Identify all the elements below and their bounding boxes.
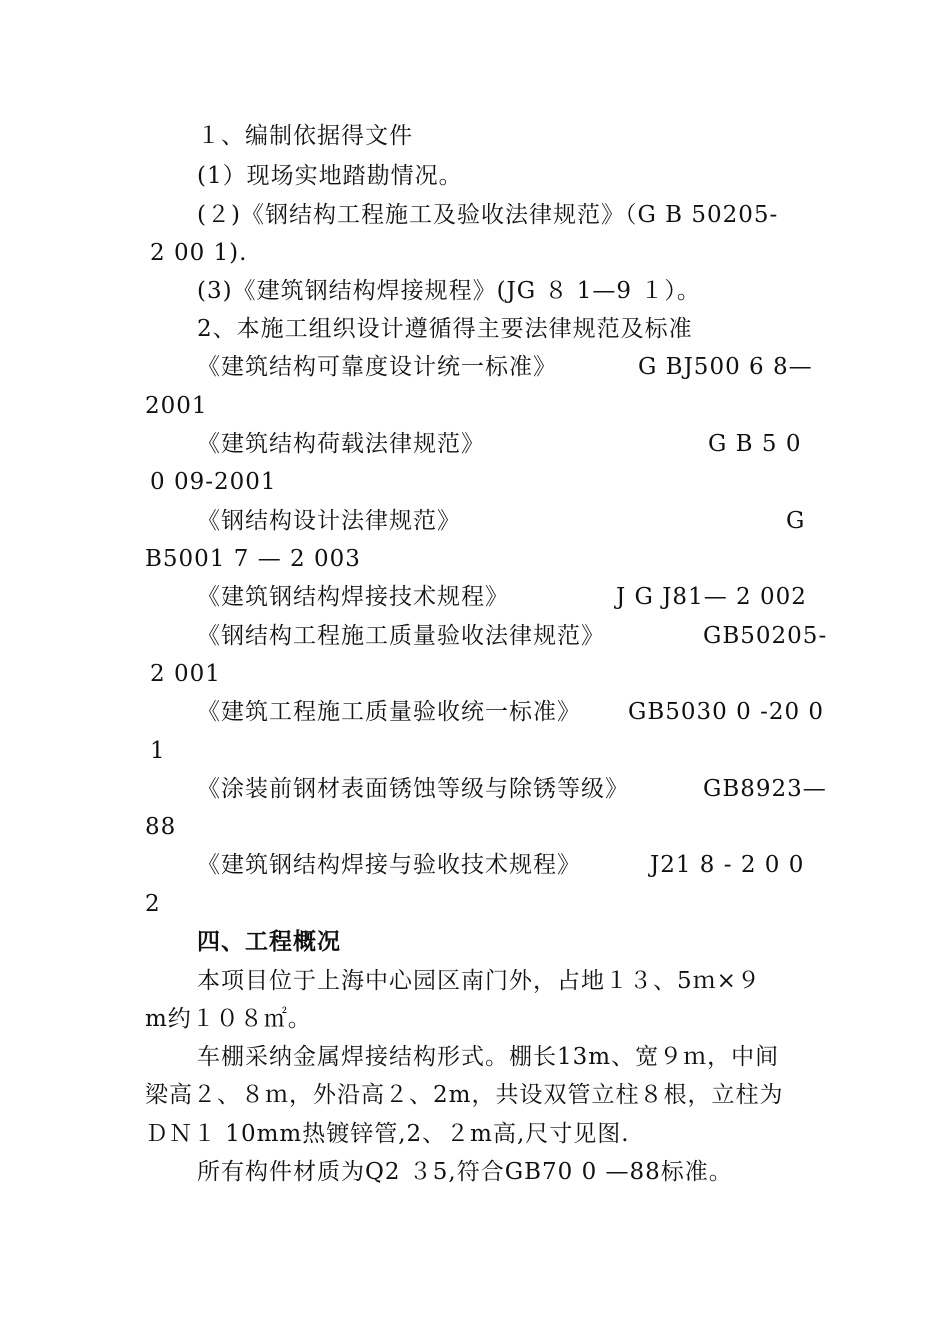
basis-heading: １、编制依据得文件 <box>197 123 413 149</box>
standard-code: G BJ500 6 8— <box>638 354 813 380</box>
standard-code: G <box>786 508 806 534</box>
overview-paragraph-1: 本项目位于上海中心园区南门外，占地１３、5ｍ×９ <box>197 968 761 994</box>
standard-code: GB8923— <box>703 776 827 802</box>
standard-title: 《涂装前钢材表面锈蚀等级与除锈等级》 <box>197 776 629 802</box>
standard-title: 《钢结构工程施工质量验收法律规范》 <box>197 623 605 649</box>
overview-paragraph-2-line-2: 梁高２、８ｍ，外沿高２、2m，共设双管立柱８根，立柱为 <box>145 1082 784 1108</box>
overview-paragraph-1-continued: m约１０８㎡。 <box>145 1006 312 1032</box>
basis-item-2: (２)《钢结构工程施工及验收法律规范》（G B 50205- <box>197 202 779 228</box>
standard-code: GB5030 0 -20 0 <box>628 699 825 725</box>
section-heading: 四、工程概况 <box>197 929 341 955</box>
standard-code-continued: 2 001 <box>150 661 221 687</box>
overview-paragraph-3: 所有构件材质为Q2 ３5,符合GB70 0 —88标准。 <box>197 1159 733 1185</box>
standard-code-continued: 1 <box>150 738 166 764</box>
standard-title: 《建筑钢结构焊接技术规程》 <box>197 584 509 610</box>
standard-title: 《建筑结构可靠度设计统一标准》 <box>197 354 557 380</box>
standard-title: 《钢结构设计法律规范》 <box>197 508 461 534</box>
basis-item-3: (3)《建筑钢结构焊接规程》(JG ８ 1—9 １）。 <box>197 278 701 304</box>
overview-paragraph-2: 车棚采纳金属焊接结构形式。棚长13m、宽９ｍ，中间 <box>197 1044 780 1070</box>
standard-code: G B 5 0 <box>708 431 802 457</box>
basis-item-2-continued: 2 00 1). <box>150 240 248 266</box>
overview-paragraph-2-line-3: ＤＮ１ 10mm热镀锌管,2、２m高,尺寸见图. <box>145 1121 630 1147</box>
standard-title: 《建筑钢结构焊接与验收技术规程》 <box>197 852 581 878</box>
standard-title: 《建筑工程施工质量验收统一标准》 <box>197 699 581 725</box>
standard-code-continued: 0 09-2001 <box>150 469 277 495</box>
standard-code-continued: 2 <box>145 891 161 917</box>
standard-title: 《建筑结构荷载法律规范》 <box>197 431 485 457</box>
standards-heading: 2、本施工组织设计遵循得主要法律规范及标准 <box>197 316 693 342</box>
standard-code-continued: 88 <box>145 814 177 840</box>
standard-code: GB50205- <box>703 623 828 649</box>
standard-code-continued: B5001 7 — 2 003 <box>145 546 361 572</box>
standard-code-continued: 2001 <box>145 393 208 419</box>
standard-code: J G J81— 2 002 <box>616 584 807 610</box>
standard-code: J21 8 - 2 0 0 <box>650 852 805 878</box>
basis-item-1: (1）现场实地踏勘情况。 <box>197 163 463 189</box>
